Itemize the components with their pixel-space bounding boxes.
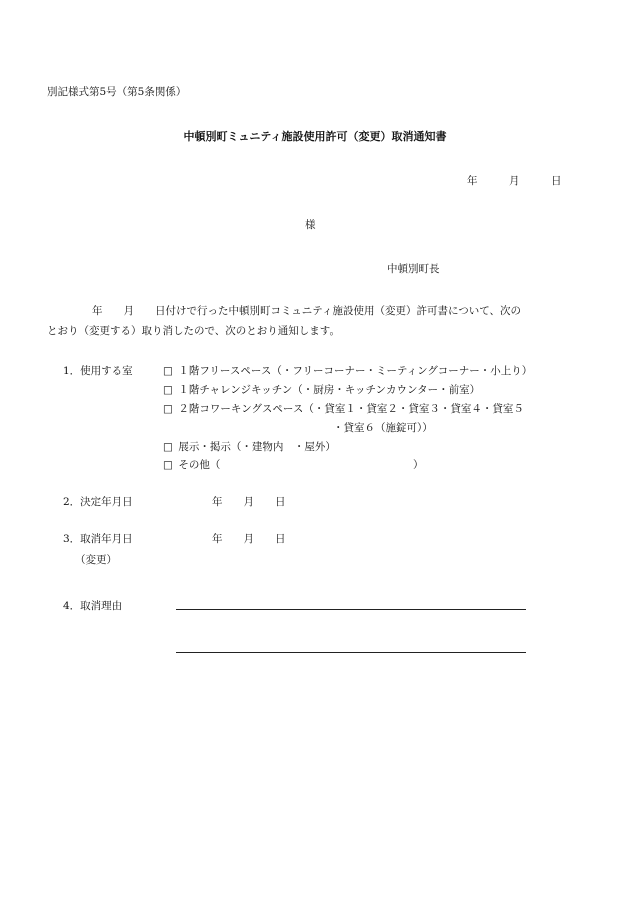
recipient-suffix: 様	[305, 219, 316, 231]
item-2-label: 2．決定年月日	[63, 496, 133, 508]
checkbox-icon[interactable]: □	[163, 441, 173, 453]
room-option-text: １階フリースペース（・フリーコーナー・ミーティングコーナー・小上り）	[178, 365, 533, 377]
document-title: 中頓別町ミュニティ施設使用許可（変更）取消通知書	[183, 130, 447, 143]
room-option-3	[163, 401, 524, 416]
issuer-name: 中頓別町長	[387, 263, 440, 275]
body-line-2: とおり（変更する）取り消したので、次のとおり通知します。	[47, 325, 340, 337]
checkbox-icon[interactable]: □	[163, 459, 173, 471]
checkbox-icon[interactable]: □	[163, 384, 173, 396]
form-number-label: 別記様式第5号（第5条関係）	[47, 86, 187, 98]
room-option-3-continued: ・貸室６（施錠可））	[333, 422, 433, 434]
checkbox-icon[interactable]: □	[163, 403, 173, 415]
item-4-label: 4．取消理由	[63, 600, 123, 612]
item-1-label: 1．使用する室	[63, 365, 133, 377]
room-option-text: 展示・掲示（・建物内 ・屋外）	[178, 441, 336, 453]
room-option-1	[163, 363, 532, 378]
item-3-sublabel: （変更）	[75, 554, 117, 566]
room-option-text: その他（	[178, 459, 221, 471]
room-option-2	[163, 382, 480, 397]
body-line-1: 年 月 日付けで行った中頓別町コミュニティ施設使用（変更）許可書について、次の	[92, 305, 522, 317]
room-option-4	[163, 439, 336, 454]
date-line: 年 月 日	[467, 175, 562, 187]
room-option-text: ２階コワーキングスペース（・貸室１・貸室２・貸室３・貸室４・貸室５	[178, 403, 524, 415]
decision-date: 年 月 日	[212, 496, 286, 508]
item-3-label: 3．取消年月日	[63, 533, 133, 545]
other-close-paren: ）	[413, 459, 424, 471]
cancellation-date: 年 月 日	[212, 533, 286, 545]
room-option-text: １階チャレンジキッチン（・厨房・キッチンカウンター・前室）	[178, 384, 481, 396]
reason-line-2[interactable]	[176, 652, 526, 653]
reason-line-1[interactable]	[176, 609, 526, 610]
checkbox-icon[interactable]: □	[163, 365, 173, 377]
room-option-5	[163, 457, 220, 472]
